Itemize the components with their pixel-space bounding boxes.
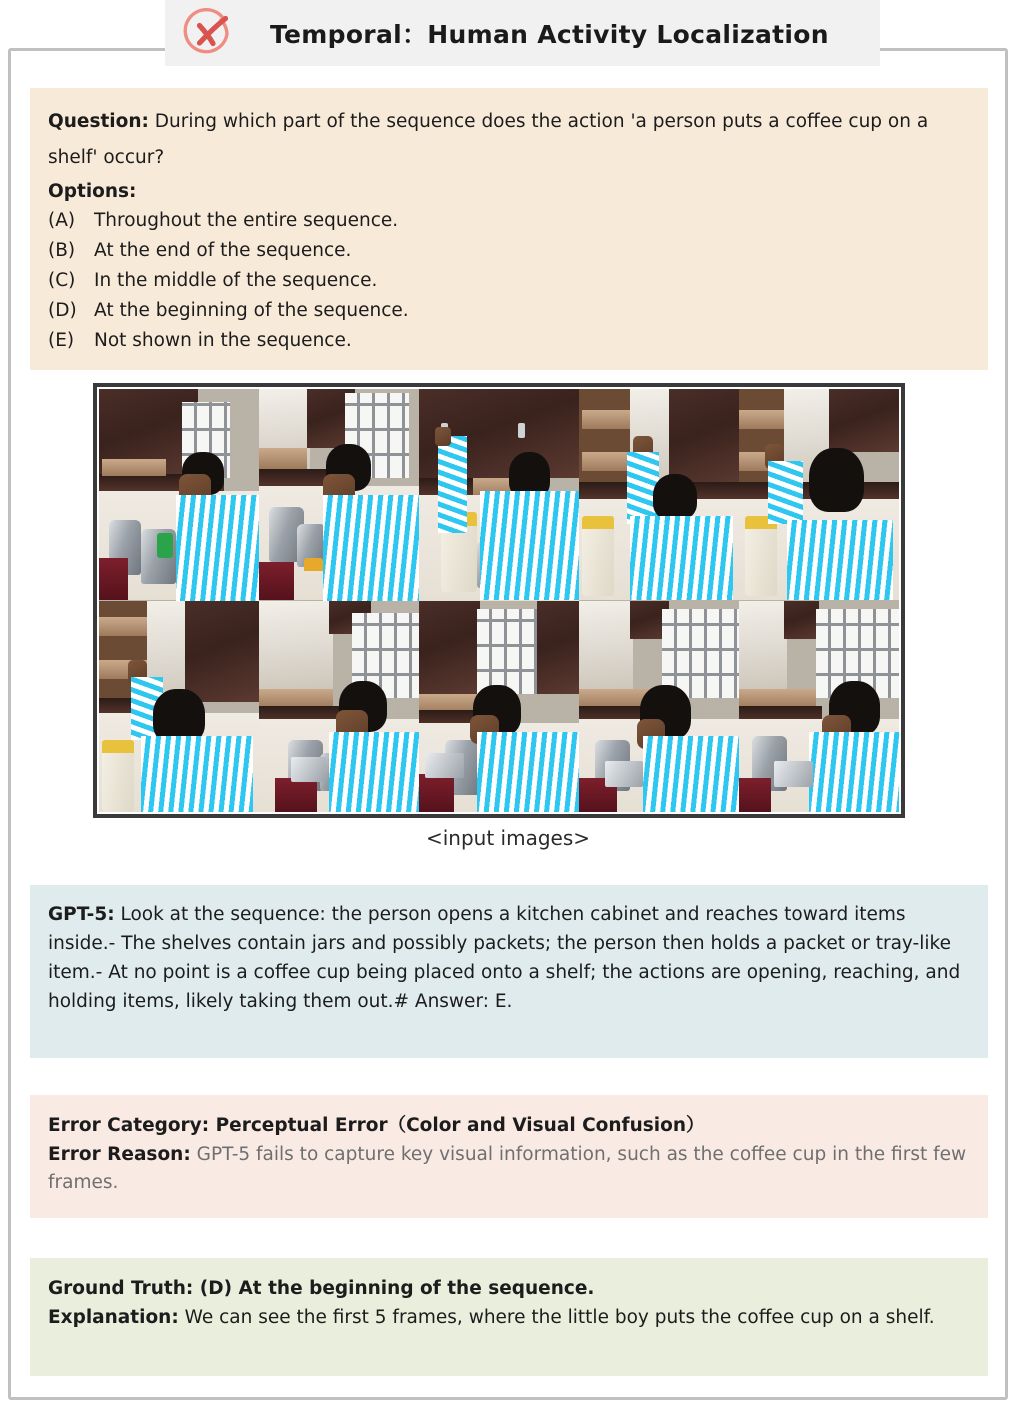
option-e-key: (E)	[48, 329, 75, 351]
model-response-text: Look at the sequence: the person opens a kitchen cabinet and reaches toward items inside.- The shelves contain jars and possibly packets; the person then holds a packet or tray-like item.- At no point is a coffee cup being placed onto a shelf; the actions are opening, reaching, and holding items, likely taking them out.# Answer: E.	[48, 904, 961, 1012]
error-category-line	[48, 1111, 970, 1141]
option-d-key: (D)	[48, 299, 77, 321]
ground-truth-line	[48, 1274, 970, 1304]
input-images-grid	[99, 389, 899, 812]
ground-truth-label: Ground Truth:	[48, 1278, 194, 1299]
option-c[interactable]	[48, 266, 970, 296]
error-reason-line	[48, 1141, 970, 1199]
explanation-text: We can see the first 5 frames, where the little boy puts the coffee cup on a shelf.	[178, 1306, 935, 1328]
explanation-line	[48, 1304, 970, 1333]
video-frame-10	[739, 601, 899, 813]
option-d-text: At the beginning of the sequence.	[94, 299, 409, 321]
ground-truth-box	[30, 1258, 988, 1376]
ground-truth-value: (D) At the beginning of the sequence.	[193, 1278, 595, 1299]
error-cross-circle-icon	[180, 5, 236, 61]
video-frame-5	[739, 389, 899, 601]
option-b[interactable]	[48, 236, 970, 266]
option-d[interactable]	[48, 296, 970, 326]
error-reason-text: GPT-5 fails to capture key visual information, such as the coffee cup in the first few frames.	[48, 1143, 967, 1194]
video-frame-7	[259, 601, 419, 813]
video-frame-9	[579, 601, 739, 813]
options-label: Options:	[48, 181, 137, 203]
option-b-key: (B)	[48, 239, 76, 261]
model-response-line	[48, 901, 970, 1016]
header-banner	[165, 0, 880, 66]
question-box	[30, 88, 988, 370]
error-category-value: Perceptual Error（Color and Visual Confusion）	[209, 1115, 705, 1136]
input-images-frame	[93, 383, 905, 818]
page-title: Temporal：Human Activity Localization	[270, 20, 829, 49]
video-frame-4	[579, 389, 739, 601]
error-analysis-box	[30, 1095, 988, 1218]
option-a-text: Throughout the entire sequence.	[94, 209, 399, 231]
option-e[interactable]	[48, 326, 970, 356]
option-a[interactable]	[48, 206, 970, 236]
model-name-label: GPT-5:	[48, 904, 115, 925]
option-b-text: At the end of the sequence.	[94, 239, 352, 261]
question-line	[48, 104, 970, 176]
explanation-label: Explanation:	[48, 1306, 179, 1328]
video-frame-8	[419, 601, 579, 813]
video-frame-3	[419, 389, 579, 601]
option-c-text: In the middle of the sequence.	[94, 269, 378, 291]
error-category-label: Error Category:	[48, 1115, 210, 1136]
option-a-key: (A)	[48, 209, 76, 231]
option-c-key: (C)	[48, 269, 76, 291]
model-response-box	[30, 885, 988, 1058]
error-reason-label: Error Reason:	[48, 1143, 191, 1165]
input-images-caption: <input images>	[425, 826, 591, 850]
question-label: Question:	[48, 111, 149, 132]
option-e-text: Not shown in the sequence.	[94, 329, 352, 351]
question-text: During which part of the sequence does the action 'a person puts a coffee cup on a shelf' occur?	[48, 111, 929, 169]
video-frame-6	[99, 601, 259, 813]
video-frame-2	[259, 389, 419, 601]
video-frame-1	[99, 389, 259, 601]
